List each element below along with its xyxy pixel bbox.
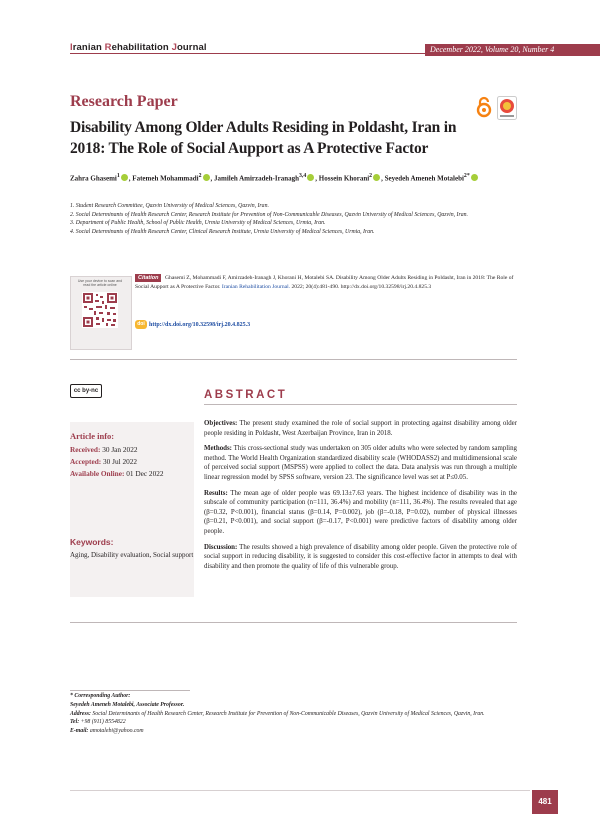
received-date: 30 Jan 2022 <box>102 445 138 454</box>
abstract-results: Results: The mean age of older people was 69.13±7.63 years. The highest incidence of disability was in the subscale of community participation (n=111, 36.4%) and mobility (n=111, 36.4%). The results revealed that age (β=0.32, P<0.001), financial status (β=0.14, P=0.002), job (β=-0.18, P=0.02), number of physical illnesses (β=0.21, P<0.001), and social support (β=-0.17, P<0.001) were predictive factors of disability among older people. <box>204 489 517 535</box>
divider <box>70 359 517 360</box>
abstract-body <box>204 419 517 577</box>
email-link[interactable]: amotalebi@yahoo.com <box>89 728 144 735</box>
footnote-rule <box>70 690 190 691</box>
author-list: Zahra Ghasemi$^1$ , Fatemeh Mohammadi$^2$ , Jamileh Amirzadeh-Iranagh$^{3,4}$ , Hossein Khorani$^2$ , Seyedeh Ameneh Motalebi$^{2*}$ <box>70 173 540 182</box>
author-name[interactable]: Fatemeh Mohammadi <box>132 174 199 183</box>
affiliation: 2. Social Determinants of Health Research Center, Research Institute for Prevention of Non-Communicable Diseases, Qazvin University of Medical Sciences, Qazvin, Iran. <box>70 211 468 218</box>
abstract-heading: ABSTRACT <box>204 389 288 401</box>
header-rule <box>70 53 425 54</box>
article-title: Disability Among Older Adults Residing in Poldasht, Iran in 2018: The Role of Social Aupport as A Protective Factor <box>70 119 457 157</box>
online-date: 01 Dec 2022 <box>126 469 164 478</box>
orcid-icon[interactable] <box>307 174 314 181</box>
journal-link[interactable]: Iranian Rehabilitation Journal. <box>221 284 291 290</box>
qr-code-icon[interactable] <box>82 292 118 328</box>
footer-rule <box>70 790 530 791</box>
article-info-heading: Article info: <box>70 431 115 441</box>
orcid-icon[interactable] <box>121 174 128 181</box>
abstract-objectives: Objectives: The present study examined the role of social support in protecting against disability among older people residing in Poldasht, West Azerbaijan Province, Iran in 2018. <box>204 420 517 437</box>
affiliations <box>70 202 540 236</box>
author-name[interactable]: Jamileh Amirzadeh-Iranagh <box>214 174 299 183</box>
open-access-icon[interactable] <box>475 96 493 118</box>
abstract-rule <box>204 404 517 405</box>
keywords-list: Aging, Disability evaluation, Social support <box>70 551 194 559</box>
cc-license-badge[interactable]: cc by-nc <box>70 384 102 398</box>
orcid-icon[interactable] <box>471 174 478 181</box>
affiliation: 4. Social Determinants of Health Research Center, Clinical Research Institute, Urmia University of Medical Sciences, Urmia, Iran. <box>70 228 375 235</box>
issue-banner: December 2022, Volume 20, Number 4 <box>425 44 600 56</box>
divider <box>70 622 517 623</box>
doi-link[interactable]: http://dx.doi.org/10.32598/irj.20.4.825.3 <box>149 321 251 328</box>
citation-text: Ghasemi Z, Mohammadi F, Amirzadeh-Iranagh J, Khorani H, Motalebi SA. Disability Among Older Adults Residing in Poldasht, Iran in 2018: The Role of Social Aupport as A Protective Factor. Iranian Rehabilitation Journal. 2022; 20(4):481-490. http://dx.doi.org/10.32598/irj.20.4.825.3 <box>135 275 514 290</box>
doi-icon: doi <box>135 320 147 329</box>
orcid-icon[interactable] <box>373 174 380 181</box>
corresponding-name: Seyedeh Ameneh Motalebi, Associate Professor. <box>70 701 185 708</box>
page-number: 481 <box>532 790 558 814</box>
abstract-discussion: Discussion: The results showed a high prevalence of disability among older people. Given the protective role of social support in reducing disability, it is suggested to consider this cost-effective factor in attempts to deal with disability and then promote the quality of life of this vulnerable group. <box>204 543 517 570</box>
paper-type: Research Paper <box>70 93 178 110</box>
affiliation: 3. Department of Public Health, School of Public Health, Urmia University of Medical Sciences, Urmia, Iran. <box>70 220 326 226</box>
doi-row <box>135 320 250 329</box>
orcid-icon[interactable] <box>203 174 210 181</box>
corresponding-author: * Corresponding Author: Seyedeh Ameneh Motalebi, Associate Professor. Address: Social Determinants of Health Research Center, Research Institute for Prevention of Non-Communicable Diseases, Qazvin University of Medical Sciences, Qazvin, Iran. Tel: +98 (911) 8554822 E-mail: amotalebi@yahoo.com <box>70 692 517 736</box>
keywords-heading: Keywords: <box>70 537 114 547</box>
affiliation: 1. Student Research Committee, Qazvin University of Medical Sciences, Qazvin, Iran. <box>70 203 269 209</box>
author-name[interactable]: Seyedeh Ameneh Motalebi <box>384 174 464 183</box>
citation-tag: Citation <box>135 274 161 282</box>
tel-value: +98 (911) 8554822 <box>80 719 126 726</box>
journal-name: Iranian Rehabilitation Journal <box>70 42 207 53</box>
article-info-dates: Received: 30 Jan 2022 Accepted: 30 Jul 2022 Available Online: 01 Dec 2022 <box>70 445 164 478</box>
accepted-date: 30 Jul 2022 <box>103 457 138 466</box>
author-name[interactable]: Zahra Ghasemi <box>70 174 117 183</box>
crossmark-icon[interactable] <box>497 96 517 120</box>
author-name[interactable]: Hossein Khorani <box>318 174 370 183</box>
qr-label: Use your device to scan and read the article online <box>77 279 123 287</box>
abstract-methods: Methods: This cross-sectional study was undertaken on 305 older adults who were selected by random sampling method. The World Health Organization standardized disability scale (WHODASS2) and multidimensional scale of perceived social support (MSPSS) were applied to collect the data. Data analysis was run through a multiple linear regression model by SPSS software, version 23. The significance level was set at P≤0.05. <box>204 445 517 481</box>
